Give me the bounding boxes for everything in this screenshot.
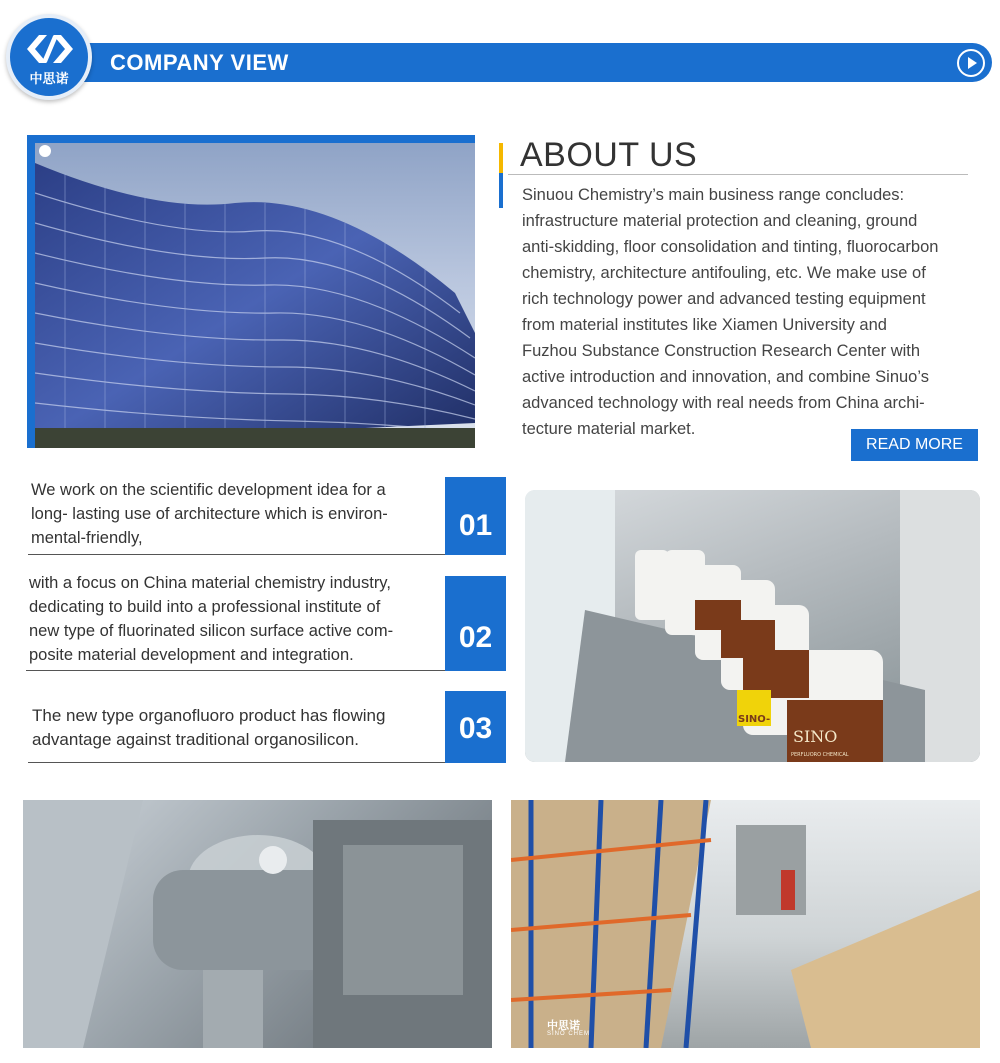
point-line: with a focus on China material chemistry industry, (29, 574, 391, 592)
point-line: posite material development and integration. (29, 646, 354, 664)
about-divider (508, 174, 968, 175)
point-line: The new type organofluoro product has flowing (32, 706, 386, 725)
point-line: We work on the scientific development idea for a (31, 481, 386, 499)
point-line: mental-friendly, (31, 529, 143, 547)
page-title: COMPANY VIEW (110, 50, 289, 75)
watermark-text: 中思诺 (547, 1019, 580, 1032)
about-line: active introduction and innovation, and combine Sinuo’s (522, 368, 929, 386)
about-accent-blue (499, 173, 503, 208)
about-description (522, 182, 982, 442)
about-line: from material institutes like Xiamen University and (522, 316, 887, 334)
about-line: rich technology power and advanced testing equipment (522, 290, 926, 308)
bottle-brand2-label: SINO- (738, 714, 771, 725)
point-03-text (32, 704, 442, 752)
about-line: anti-skidding, floor consolidation and tinting, fluorocarbon (522, 238, 939, 256)
about-title: ABOUT US (520, 136, 698, 174)
watermark-sub: SINO CHEM (547, 1031, 591, 1037)
point-03-divider (28, 762, 446, 763)
glass-building-illustration (35, 143, 475, 448)
about-accent-yellow (499, 143, 503, 173)
point-line: advantage against traditional organosilicon. (32, 730, 360, 749)
warehouse-image (511, 800, 980, 1048)
machine-image (23, 800, 492, 1048)
about-line: Sinuou Chemistry’s main business range concludes: (522, 186, 905, 204)
point-line: long- lasting use of architecture which is environ- (31, 505, 388, 523)
point-02-number: 02 (445, 576, 506, 671)
about-line: advanced technology with real needs from China archi- (522, 394, 925, 412)
point-02-text (29, 571, 439, 667)
bottle-brand-label: SINO (793, 727, 838, 746)
about-line: chemistry, architecture antifouling, etc. We make use of (522, 264, 926, 282)
about-line: Fuzhou Substance Construction Research Center with (522, 342, 921, 360)
point-01-text (31, 478, 441, 550)
bottle-production-image (525, 490, 980, 762)
bottle-product-label: PERFLUORO CHEMICAL (791, 752, 849, 758)
slide-indicator-dot[interactable] (39, 145, 51, 157)
logo-mark-icon (27, 32, 73, 66)
point-line: dedicating to build into a professional institute of (29, 598, 381, 616)
logo-text: 中思诺 (29, 72, 69, 87)
machine-illustration (23, 800, 492, 1048)
about-line: tecture material market. (522, 420, 696, 438)
point-01-number: 01 (445, 477, 506, 555)
company-logo (6, 14, 92, 100)
building-image (27, 135, 475, 448)
read-more-button[interactable]: READ MORE (851, 429, 978, 461)
point-line: new type of fluorinated silicon surface active com- (29, 622, 394, 640)
warehouse-illustration (511, 800, 980, 1048)
about-line: infrastructure material protection and cleaning, ground (522, 212, 918, 230)
point-02-divider (26, 670, 446, 671)
point-01-divider (28, 554, 446, 555)
point-03-number: 03 (445, 691, 506, 763)
play-circle-icon[interactable] (957, 49, 985, 77)
bottle-line-illustration (525, 490, 980, 762)
